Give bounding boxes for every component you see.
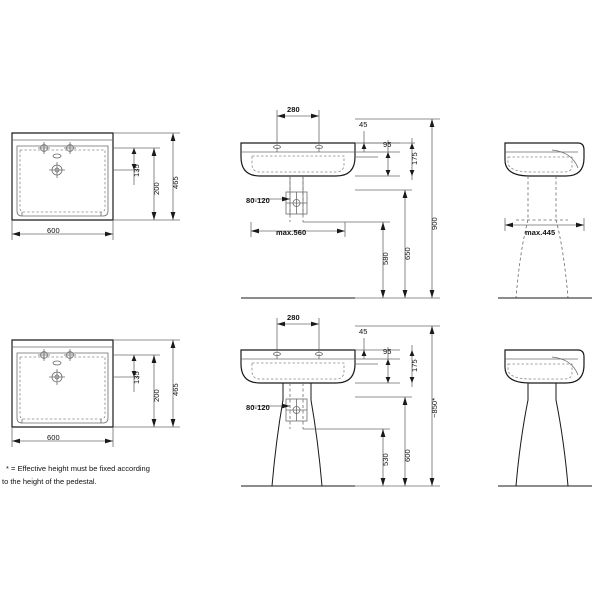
- dim-label-600-height: 600: [403, 449, 412, 462]
- dim-label-max445: max.445: [525, 228, 556, 237]
- dim-label-175-lower: 175: [410, 359, 419, 372]
- dim-label-depth-465-upper: 465: [171, 176, 180, 189]
- dim-label-850-effective: ~850*: [430, 397, 439, 418]
- dim-label-95-lower: 95: [383, 347, 392, 356]
- dim-label-135-upper: 135: [132, 164, 141, 177]
- dim-label-280-upper: 280: [287, 105, 300, 114]
- dim-label-175-upper: 175: [410, 152, 419, 165]
- dim-label-45-upper: 45: [359, 120, 368, 129]
- dim-label-580: 580: [381, 252, 390, 265]
- footnote-line-1: * = Effective height must be fixed according: [6, 464, 150, 473]
- dim-label-650: 650: [403, 247, 412, 260]
- dim-label-200-upper: 200: [152, 182, 161, 195]
- dim-label-200-lower: 200: [152, 389, 161, 402]
- dim-label-depth-465-lower: 465: [171, 383, 180, 396]
- dim-label-80-120-upper: 80-120: [246, 196, 270, 205]
- dim-label-95-upper: 95: [383, 140, 392, 149]
- dim-label-280-lower: 280: [287, 313, 300, 322]
- footnote-line-2: to the height of the pedestal.: [2, 477, 97, 486]
- dim-label-max560: max.560: [276, 228, 307, 237]
- dim-label-width-600-lower: 600: [47, 433, 60, 442]
- dim-label-900: 900: [430, 217, 439, 230]
- dim-label-45-lower: 45: [359, 327, 368, 336]
- dim-label-530: 530: [381, 453, 390, 466]
- dim-label-80-120-lower: 80-120: [246, 403, 270, 412]
- dim-label-135-lower: 135: [132, 371, 141, 384]
- dim-label-width-600-upper: 600: [47, 226, 60, 235]
